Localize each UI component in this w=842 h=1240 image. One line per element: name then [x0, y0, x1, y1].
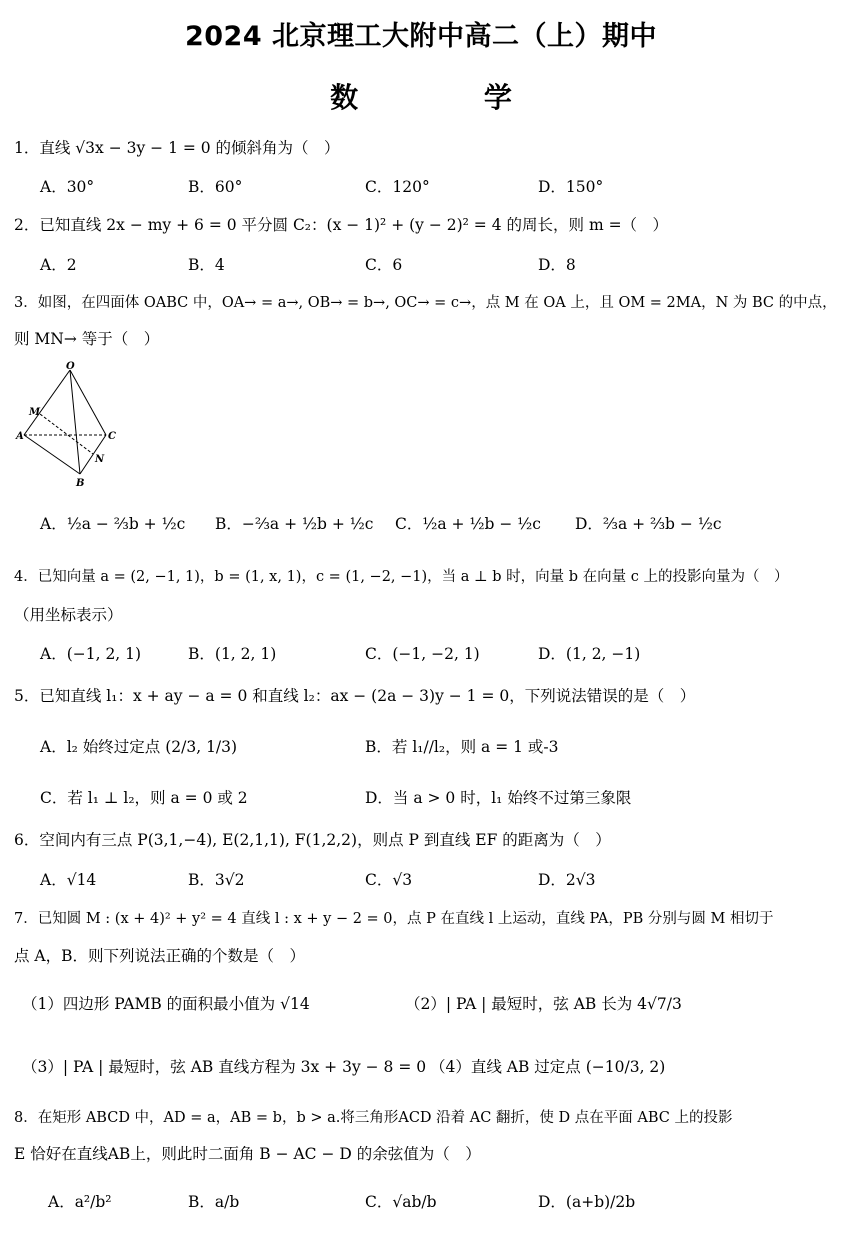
subject-heading: 数 学	[330, 81, 570, 114]
label-n: N	[95, 454, 105, 465]
q1-option-d: D．150°	[538, 178, 604, 196]
q5-option-c: C．若 l₁ ⊥ l₂，则 a = 0 或 2	[40, 789, 248, 807]
q5-option-b: B．若 l₁//l₂，则 a = 1 或-3	[365, 738, 559, 756]
question-4-stem-line1: 4．已知向量 a = (2, −1, 1)，b = (1, x, 1)，c = (1, −2, −1)，当 a ⊥ b 时，向量 b 在向量 c 上的投影向量为（ ）	[14, 569, 789, 585]
question-2-stem: 2．已知直线 2x − my + 6 = 0 平分圆 C₂：(x − 1)² + (y − 2)² = 4 的周长，则 m =（ ）	[14, 216, 669, 234]
q8-option-a: A．a²/b²	[48, 1193, 112, 1211]
question-8-stem-line2: E 恰好在直线AB上，则此时二面角 B − AC − D 的余弦值为（ ）	[14, 1145, 481, 1163]
label-c: C	[108, 431, 116, 442]
q7-statement-3: （3）| PA | 最短时，弦 AB 直线方程为 3x + 3y − 8 = 0	[22, 1058, 427, 1076]
q7-statement-4: （4）直线 AB 过定点 (−10/3, 2)	[430, 1058, 666, 1076]
question-5-stem: 5．已知直线 l₁：x + ay − a = 0 和直线 l₂：ax − (2a − 3)y − 1 = 0，下列说法错误的是（ ）	[14, 687, 696, 705]
q7-statement-1: （1）四边形 PAMB 的面积最小值为 √14	[22, 995, 310, 1013]
q6-option-d: D．2√3	[538, 871, 596, 889]
label-o: O	[66, 361, 75, 372]
question-4-stem-line2: （用坐标表示）	[14, 606, 123, 624]
q1-option-c: C．120°	[365, 178, 430, 196]
q2-option-b: B．4	[188, 256, 225, 274]
q4-option-b: B．(1, 2, 1)	[188, 645, 277, 663]
page-title: 2024 北京理工大附中高二（上）期中	[184, 21, 658, 52]
question-6-stem: 6．空间内有三点 P(3,1,−4), E(2,1,1), F(1,2,2)，则点 P 到直线 EF 的距离为（ ）	[14, 831, 611, 849]
q8-option-d: D．(a+b)/2b	[538, 1193, 636, 1211]
label-a: A	[16, 431, 24, 442]
question-7-stem-line2: 点 A，B．则下列说法正确的个数是（ ）	[14, 947, 306, 965]
q8-option-c: C．√ab/b	[365, 1193, 437, 1211]
q5-option-d: D．当 a > 0 时，l₁ 始终不过第三象限	[365, 789, 632, 807]
question-3-stem-line1: 3．如图，在四面体 OABC 中，OA→ = a→, OB→ = b→, OC→ = c→，点 M 在 OA 上，且 OM = 2MA，N 为 BC 的中点，	[14, 295, 837, 311]
q2-option-c: C．6	[365, 256, 403, 274]
q1-option-b: B．60°	[188, 178, 243, 196]
q7-statement-2: （2）| PA | 最短时，弦 AB 长为 4√7/3	[405, 995, 682, 1013]
question-3-stem-line2: 则 MN→ 等于（ ）	[14, 330, 160, 348]
label-b: B	[76, 478, 85, 489]
tetrahedron-figure	[14, 360, 124, 492]
q4-option-d: D．(1, 2, −1)	[538, 645, 641, 663]
q3-option-a: A．½a − ⅔b + ½c	[40, 515, 186, 533]
q2-option-a: A．2	[40, 256, 77, 274]
q6-option-c: C．√3	[365, 871, 413, 889]
q6-option-b: B．3√2	[188, 871, 245, 889]
q4-option-a: A．(−1, 2, 1)	[40, 645, 142, 663]
q1-option-a: A．30°	[40, 178, 95, 196]
question-8-stem-line1: 8．在矩形 ABCD 中，AD = a，AB = b，b > a.将三角形ACD 沿着 AC 翻折，使 D 点在平面 ABC 上的投影	[14, 1110, 733, 1126]
question-7-stem-line1: 7．已知圆 M : (x + 4)² + y² = 4 直线 l : x + y − 2 = 0，点 P 在直线 l 上运动，直线 PA，PB 分别与圆 M 相切于	[14, 911, 774, 927]
q4-option-c: C．(−1, −2, 1)	[365, 645, 480, 663]
q3-option-d: D．⅔a + ⅔b − ½c	[575, 515, 722, 533]
q5-option-a: A．l₂ 始终过定点 (2/3, 1/3)	[40, 738, 238, 756]
label-m: M	[29, 407, 41, 418]
q6-option-a: A．√14	[40, 871, 97, 889]
q3-option-b: B．−⅔a + ½b + ½c	[215, 515, 374, 533]
question-1-stem: 1．直线 √3x − 3y − 1 = 0 的倾斜角为（ ）	[14, 139, 340, 157]
q3-option-c: C．½a + ½b − ½c	[395, 515, 541, 533]
q8-option-b: B．a/b	[188, 1193, 240, 1211]
q2-option-d: D．8	[538, 256, 576, 274]
